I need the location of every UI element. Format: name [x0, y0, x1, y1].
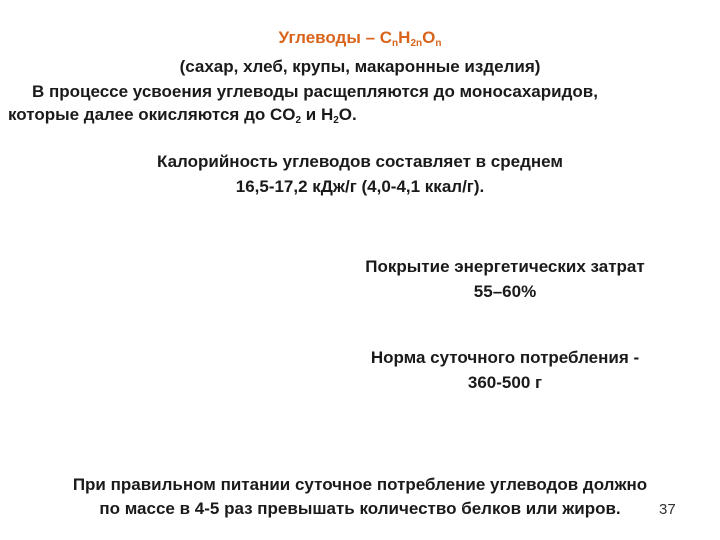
calorie-line-2: 16,5-17,2 кДж/г (4,0-4,1 ккал/г).: [235, 177, 485, 196]
slide-title: [0, 28, 720, 48]
coverage-label: Покрытие энергетических затрат: [365, 257, 645, 276]
co2-subscript: 2: [295, 115, 302, 126]
paragraph-line-2-suffix: O.: [338, 105, 357, 124]
title-sub-2n: 2n: [410, 38, 423, 49]
norm-label: Норма суточного потребления -: [370, 348, 640, 367]
h2o-subscript: 2: [333, 115, 339, 126]
page-number: 37: [659, 501, 676, 518]
footer-line-2: по массе в 4-5 раз превышать количество белков или жиров.: [99, 499, 621, 518]
paragraph-line-2-prefix: которые далее окисляются до CO: [8, 105, 296, 124]
slide-subtitle: (сахар, хлеб, крупы, макаронные изделия): [179, 57, 541, 76]
paragraph-line-2: [8, 105, 357, 125]
footer-line-1: При правильном питании суточное потребление углеводов должно: [72, 475, 648, 494]
norm-value: 360-500 г: [467, 373, 543, 392]
title-sub-n1: n: [392, 38, 399, 49]
coverage-value: 55–60%: [473, 282, 537, 301]
title-prefix: Углеводы – C: [278, 28, 393, 47]
paragraph-line-2-mid: и H: [301, 105, 334, 124]
paragraph-line-1: В процессе усвоения углеводы расщепляются до моносахаридов,: [32, 82, 598, 101]
title-o: O: [422, 28, 436, 47]
title-sub-n2: n: [435, 38, 442, 49]
title-h: H: [398, 28, 411, 47]
calorie-line-1: Калорийность углеводов составляет в среднем: [157, 152, 563, 171]
